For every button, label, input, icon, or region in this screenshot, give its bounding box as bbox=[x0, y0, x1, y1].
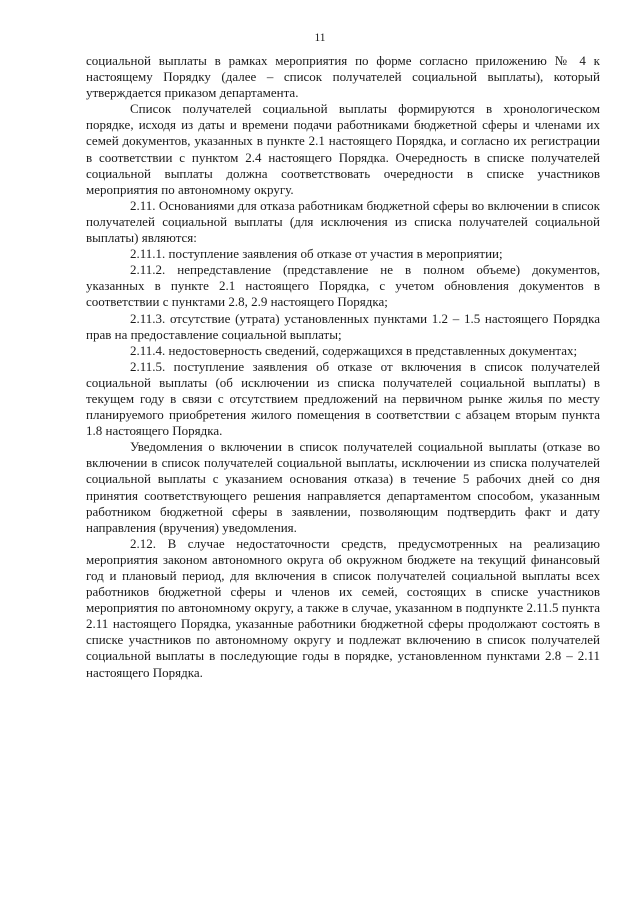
page-number: 11 bbox=[314, 32, 326, 44]
paragraph-continuation: социальной выплаты в рамках мероприятия по форме согласно приложению № 4 к настоящему Порядку (далее – список получателей социальной выплаты), который утверждается приказом департамента. bbox=[86, 53, 600, 101]
paragraph-2-11-3: 2.11.3. отсутствие (утрата) установленных пунктами 1.2 – 1.5 настоящего Порядка прав на предоставление социальной выплаты; bbox=[86, 310, 600, 342]
paragraph-2-12: 2.12. В случае недостаточности средств, предусмотренных на реализацию мероприятия законом автономного округа об окружном бюджете на текущий финансовый год и плановый период, для включения в список получателей социальной выплаты всех работников бюджетной сферы и членов их семей, состоящих в списке участников мероприятия по автономному округу, а также в случае, указанном в подпункте 2.11.5 пункта 2.11 настоящего Порядка, указанные работники бюджетной сферы продолжают состоять в списке участников по автономному округу и подлежат включению в список получателей социальной выплаты в последующие годы в порядке, установленном пунктами 2.8 – 2.11 настоящего Порядка. bbox=[86, 535, 600, 680]
paragraph-2-11-4: 2.11.4. недостоверность сведений, содержащихся в представленных документах; bbox=[130, 342, 578, 358]
paragraph-2-11-1: 2.11.1. поступление заявления об отказе от участия в мероприятии; bbox=[130, 246, 503, 262]
paragraph-list-formation: Список получателей социальной выплаты формируются в хронологическом порядке, исходя из даты и времени подачи работниками бюджетной сферы и членами их семей документов, указанных в пункте 2.1 настоящего Порядка, и согласно их регистрации в соответствии с пунктом 2.4 настоящего Порядка. Очередность в списке получателей социальной выплаты должна соответствовать очередности в списке участников мероприятия по автономному округу. bbox=[86, 101, 600, 197]
paragraph-notifications: Уведомления о включении в список получателей социальной выплаты (отказе во включении в список получателей социальной выплаты, исключении из списка получателей социальной выплаты с указанием основания отказа) в течение 5 рабочих дней со дня принятия соответствующего решения направляется департаментом способом, указанным работником бюджетной сферы в заявлении, позволяющим подтвердить факт и дату направления (вручения) уведомления. bbox=[86, 439, 600, 535]
document-body bbox=[86, 53, 600, 681]
paragraph-2-11: 2.11. Основаниями для отказа работникам бюджетной сферы во включении в список получателей социальной выплаты (для исключения из списка получателей социальной выплаты) являются: bbox=[86, 197, 600, 246]
paragraph-2-11-2: 2.11.2. непредставление (представление не в полном объеме) документов, указанных в пункте 2.1 настоящего Порядка, с учетом обновления документов в соответствии с пунктами 2.8, 2.9 настоящего Порядка; bbox=[86, 262, 600, 310]
paragraph-2-11-5: 2.11.5. поступление заявления об отказе от включения в список получателей социальной выплаты (об исключении из списка получателей социальной выплаты) в текущем году в связи с отсутствием предложений на первичном рынке жилья по месту планируемого приобретения жилого помещения в соответствии с абзацем вторым пункта 1.8 настоящего Порядка. bbox=[86, 358, 600, 439]
